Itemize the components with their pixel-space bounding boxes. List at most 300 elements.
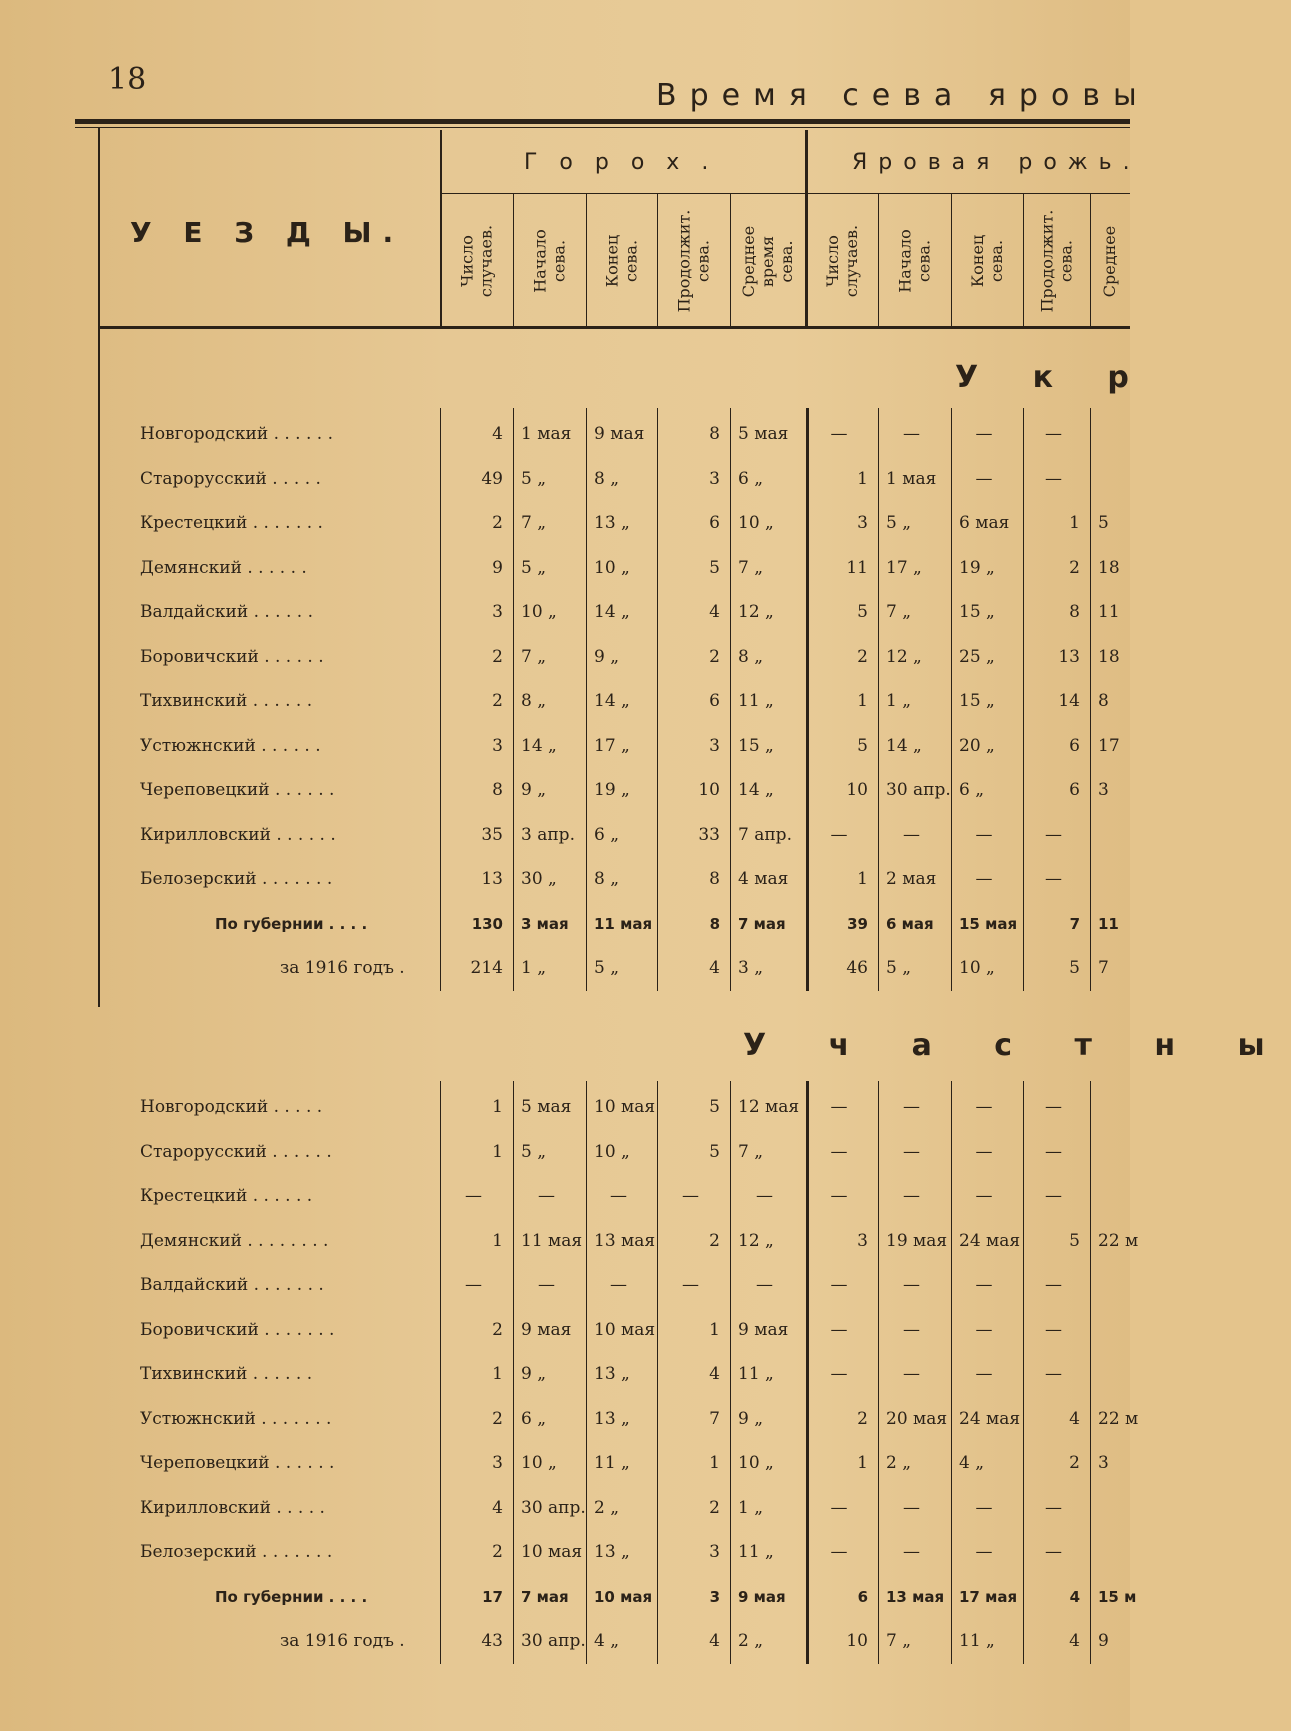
table-cell: 1: [857, 691, 868, 711]
table-cell: 4 „: [959, 1453, 985, 1473]
table-cell: 5: [857, 602, 868, 622]
column-divider: [657, 1081, 658, 1664]
column-header-label: Число случаев.: [823, 224, 861, 298]
table-cell: 5: [857, 735, 868, 756]
header-col-divider: [951, 194, 952, 326]
header-col-divider: [730, 194, 731, 326]
table-cell: 11 „: [959, 1631, 995, 1651]
table-cell: —: [1045, 468, 1062, 489]
table-cell: —: [975, 468, 993, 489]
column-divider: [730, 1081, 731, 1664]
table-row: [0, 1085, 1130, 1129]
uezd-name: Череповецкий . . . . . .: [140, 1453, 335, 1473]
table-cell: —: [830, 1542, 848, 1562]
uezdy-heading: У Е З Д Ы.: [130, 216, 405, 249]
table-cell: 2: [857, 646, 868, 667]
table-cell: 4: [1069, 1631, 1080, 1651]
table-cell: 8: [1098, 691, 1109, 711]
table-cell: 43: [481, 1631, 503, 1651]
table-cell: 13 мая: [886, 1587, 945, 1606]
column-header: [513, 198, 586, 324]
table-cell: 3: [492, 1453, 503, 1473]
table-cell: —: [975, 1186, 993, 1206]
table-cell: 10 „: [959, 958, 995, 978]
table-cell: 2: [1069, 1453, 1080, 1473]
column-divider: [806, 1081, 809, 1664]
table-cell: 1: [492, 1097, 503, 1117]
table-cell: 17 мая: [959, 1587, 1018, 1606]
table-cell: 1: [492, 1141, 503, 1162]
table-cell: 7 „: [738, 1141, 764, 1162]
table-cell: 46: [846, 958, 868, 978]
table-cell: 2: [709, 1497, 720, 1518]
table-cell: 9 мая: [738, 1587, 786, 1606]
table-cell: —: [830, 1364, 848, 1384]
table-cell: 4: [709, 602, 720, 622]
table-cell: 12 мая: [738, 1097, 800, 1117]
table-row: [0, 902, 1130, 946]
table-cell: 3: [709, 468, 720, 489]
table-cell: 22 м: [1098, 1408, 1139, 1429]
uezd-name: Демянский . . . . . . . .: [140, 1230, 329, 1251]
table-cell: 15 „: [959, 691, 995, 711]
uezd-name: Старорусский . . . . . .: [140, 1141, 332, 1162]
table-cell: —: [1045, 1186, 1062, 1206]
column-header-label: Начало сева.: [530, 229, 569, 293]
table-cell: 4: [492, 1497, 503, 1518]
column-header-label: Начало сева.: [895, 229, 934, 293]
table-cell: —: [830, 1275, 848, 1295]
table-cell: —: [975, 824, 993, 845]
table-cell: [1092, 1352, 1128, 1396]
table-cell: —: [610, 1186, 627, 1206]
table-cell: 8: [709, 424, 720, 444]
header-col-divider: [1023, 194, 1024, 326]
table-cell: 4: [709, 958, 720, 978]
uezd-name: Устюжнский . . . . . . .: [140, 1408, 332, 1429]
table-cell: 3 мая: [521, 914, 569, 933]
table-cell: 8: [709, 914, 720, 933]
top-rule-thin: [75, 127, 1130, 128]
table-cell: 2: [709, 646, 720, 667]
table-row: [0, 1530, 1130, 1574]
table-cell: 5: [1069, 1230, 1080, 1251]
table-row: [0, 1219, 1139, 1263]
table-cell: 5 мая: [521, 1097, 572, 1117]
table-cell: —: [830, 1097, 848, 1117]
table-cell: 18: [1098, 646, 1120, 667]
table-cell: 7: [1069, 914, 1080, 933]
table-cell: —: [1045, 1097, 1062, 1117]
table-cell: 2 „: [738, 1631, 764, 1651]
table-cell: 15 „: [738, 735, 774, 756]
column-header: [657, 198, 730, 324]
column-divider: [878, 1081, 879, 1664]
table-cell: —: [975, 424, 993, 444]
crop-title-spring-rye: Яровая рожь.: [852, 150, 1141, 175]
table-cell: 2: [492, 1408, 503, 1429]
table-cell: 5 „: [521, 468, 547, 489]
table-cell: 1: [857, 468, 868, 489]
column-header-label: Продолжит. сева.: [1037, 209, 1076, 313]
table-cell: 9 мая: [521, 1319, 572, 1340]
table-cell: [1092, 857, 1128, 901]
table-cell: 10 мая: [594, 1587, 653, 1606]
table-cell: 6 „: [959, 780, 985, 800]
table-row: [0, 412, 1130, 456]
table-cell: 8: [709, 869, 720, 889]
table-cell: 19 „: [594, 780, 630, 800]
table-row: [0, 1397, 1139, 1441]
table-cell: 3 „: [738, 958, 764, 978]
table-cell: 10: [698, 780, 720, 800]
table-cell: 4: [709, 1364, 720, 1384]
header-col-divider: [513, 194, 514, 326]
table-cell: 5: [709, 1141, 720, 1162]
column-divider: [1023, 1081, 1024, 1664]
table-cell: 7 „: [738, 557, 764, 578]
table-row: [0, 1575, 1137, 1619]
table-cell: 5: [709, 1097, 720, 1117]
table-cell: 17: [482, 1587, 503, 1606]
table-cell: —: [903, 1097, 920, 1117]
column-header-label: Конец сева.: [602, 234, 641, 288]
table-cell: 2: [492, 1319, 503, 1340]
table-cell: 10 „: [594, 1141, 630, 1162]
top-rule: [75, 119, 1130, 124]
table-cell: 2: [1069, 557, 1080, 578]
column-divider: [440, 408, 441, 991]
table-cell: —: [830, 1141, 848, 1162]
column-header-label: Среднее: [1100, 225, 1120, 297]
table-cell: 9 „: [521, 780, 547, 800]
column-header: [878, 198, 951, 324]
column-divider: [951, 1081, 952, 1664]
table-cell: 17 „: [886, 557, 922, 578]
table-cell: —: [903, 824, 920, 845]
table-cell: 1: [857, 869, 868, 889]
uezd-name: за 1916 годъ .: [280, 958, 405, 978]
table-cell: 5: [1069, 958, 1080, 978]
table-cell: 11: [1098, 602, 1120, 622]
table-cell: 9 мая: [594, 424, 645, 444]
table-cell: 6: [1069, 780, 1080, 800]
table-row: [0, 1352, 1130, 1396]
table-cell: 3 апр.: [521, 824, 575, 845]
table-cell: 11: [1098, 914, 1119, 933]
table-cell: —: [975, 1542, 993, 1562]
table-cell: 39: [847, 914, 868, 933]
table-cell: 17: [1098, 735, 1120, 756]
table-cell: 7 „: [886, 602, 912, 622]
table-cell: —: [903, 1542, 920, 1562]
column-divider: [1090, 408, 1091, 991]
column-header-label: Среднее время сева.: [739, 225, 796, 297]
table-cell: —: [756, 1275, 773, 1295]
column-divider: [586, 1081, 587, 1664]
table-cell: —: [975, 1097, 993, 1117]
table-cell: 11 мая: [521, 1230, 583, 1251]
table-cell: 7 апр.: [738, 824, 792, 845]
table-cell: 19 „: [959, 557, 995, 578]
table-cell: 2 „: [886, 1453, 912, 1473]
table-cell: —: [1045, 1141, 1062, 1162]
table-cell: —: [1045, 424, 1062, 444]
table-row: [0, 768, 1130, 812]
table-cell: 6: [709, 513, 720, 533]
table-cell: —: [1045, 1275, 1062, 1295]
table-row: [0, 946, 1130, 990]
table-cell: 13 „: [594, 513, 630, 533]
table-cell: 8 „: [594, 869, 620, 889]
table-row: [0, 546, 1130, 590]
table-cell: 7 мая: [521, 1587, 569, 1606]
table-cell: 25 „: [959, 646, 995, 667]
table-cell: —: [682, 1275, 699, 1295]
table-cell: 1: [492, 1230, 503, 1251]
table-cell: —: [975, 1364, 993, 1384]
table-cell: 2: [492, 513, 503, 533]
table-cell: —: [975, 1141, 993, 1162]
table-cell: 5: [1098, 513, 1109, 533]
column-header: [730, 198, 805, 324]
uezd-name: Боровичский . . . . . .: [140, 646, 324, 667]
column-divider: [1023, 408, 1024, 991]
table-cell: 1: [857, 1453, 868, 1473]
table-cell: 7 „: [521, 513, 547, 533]
table-cell: 3: [709, 1542, 720, 1562]
running-title: Время сева яровы: [656, 78, 1150, 113]
table-cell: 1: [492, 1364, 503, 1384]
table-cell: 10 „: [738, 513, 774, 533]
table-cell: 4: [709, 1631, 720, 1651]
table-cell: —: [538, 1186, 555, 1206]
header-sub-rule: [440, 193, 1130, 194]
header-col-divider: [657, 194, 658, 326]
table-cell: 10: [846, 1631, 868, 1651]
table-row: [0, 635, 1130, 679]
table-cell: 20 „: [959, 735, 995, 756]
table-cell: 20 мая: [886, 1408, 948, 1429]
table-cell: 12 „: [886, 646, 922, 667]
table-cell: 11: [846, 557, 868, 578]
table-cell: 7 „: [521, 646, 547, 667]
table-cell: —: [903, 1186, 920, 1206]
column-divider: [878, 408, 879, 991]
table-row: [0, 1619, 1130, 1663]
uezd-name: Череповецкий . . . . . .: [140, 780, 335, 800]
table-cell: 30 апр.: [521, 1497, 586, 1518]
table-cell: 5 „: [886, 513, 912, 533]
table-cell: 4: [492, 424, 503, 444]
table-cell: 1 „: [521, 958, 547, 978]
table-cell: 49: [481, 468, 503, 489]
uezd-name: Тихвинский . . . . . .: [140, 691, 313, 711]
table-row: [0, 857, 1130, 901]
uezd-name: Демянский . . . . . .: [140, 557, 307, 578]
column-header: [440, 198, 513, 324]
uezd-name: Тихвинский . . . . . .: [140, 1364, 313, 1384]
table-cell: 3: [857, 1230, 868, 1251]
column-divider: [586, 408, 587, 991]
table-cell: 10 мая: [521, 1542, 583, 1562]
table-cell: —: [1045, 869, 1062, 889]
table-cell: 1 „: [886, 691, 912, 711]
table-cell: 13 мая: [594, 1230, 656, 1251]
table-cell: 14 „: [594, 602, 630, 622]
column-divider: [513, 408, 514, 991]
table-cell: 10 „: [521, 602, 557, 622]
table-cell: 10 „: [738, 1453, 774, 1473]
table-cell: 12 „: [738, 1230, 774, 1251]
column-header: [1023, 198, 1090, 324]
table-cell: 4 „: [594, 1631, 620, 1651]
header-col-divider: [1090, 194, 1091, 326]
table-cell: [1092, 1174, 1128, 1218]
table-cell: 1: [1069, 513, 1080, 533]
table-cell: 3: [492, 735, 503, 756]
uezd-name: Белозерский . . . . . . .: [140, 869, 333, 889]
table-cell: —: [682, 1186, 699, 1206]
table-row: [0, 724, 1130, 768]
table-cell: 1: [709, 1319, 720, 1340]
table-cell: 10 мая: [594, 1319, 656, 1340]
table-cell: 30 апр.: [886, 780, 951, 800]
table-cell: 7 мая: [738, 914, 786, 933]
table-cell: —: [465, 1186, 482, 1206]
table-cell: 5 „: [521, 1141, 547, 1162]
table-cell: —: [1045, 1364, 1062, 1384]
table-cell: 30 апр.: [521, 1631, 586, 1651]
table-row: [0, 813, 1130, 857]
table-cell: —: [830, 1497, 848, 1518]
table-cell: —: [610, 1275, 627, 1295]
column-header: [951, 198, 1023, 324]
table-cell: 33: [698, 824, 720, 845]
table-cell: —: [975, 869, 993, 889]
header-col-divider: [806, 194, 807, 326]
table-cell: —: [903, 1364, 920, 1384]
table-row: [0, 501, 1130, 545]
header-col-divider: [878, 194, 879, 326]
table-cell: 2: [709, 1230, 720, 1251]
column-divider: [806, 408, 809, 991]
table-cell: 14: [1058, 691, 1080, 711]
table-cell: 18: [1098, 557, 1120, 578]
table-cell: 2 „: [594, 1497, 620, 1518]
table-cell: —: [975, 1497, 993, 1518]
table-cell: —: [1045, 1542, 1062, 1562]
column-header-label: Конец сева.: [968, 234, 1006, 288]
column-divider: [951, 408, 952, 991]
table-cell: 6: [709, 691, 720, 711]
uezd-name: Валдайский . . . . . .: [140, 602, 314, 622]
table-cell: 9: [492, 557, 503, 578]
table-row: [0, 590, 1130, 634]
table-cell: 130: [471, 914, 503, 933]
table-cell: 5 „: [594, 958, 620, 978]
table-cell: 7: [709, 1408, 720, 1429]
table-cell: 3: [709, 735, 720, 756]
table-cell: 35: [481, 824, 503, 845]
table-cell: 15 „: [959, 602, 995, 622]
table-cell: 7: [1098, 958, 1109, 978]
table-cell: 13 „: [594, 1364, 630, 1384]
table-cell: 6: [857, 1587, 868, 1606]
table-cell: —: [903, 1319, 920, 1340]
table-cell: 12 „: [738, 602, 774, 622]
column-header: [1090, 198, 1130, 324]
column-header: [806, 198, 878, 324]
table-cell: 1: [709, 1453, 720, 1473]
table-cell: [1092, 813, 1128, 857]
table-cell: —: [975, 1319, 993, 1340]
table-cell: [1092, 1130, 1128, 1174]
table-cell: 9 „: [738, 1408, 764, 1429]
uezd-name: Новгородский . . . . . .: [140, 424, 334, 444]
table-cell: 14 „: [738, 780, 774, 800]
table-cell: 1 мая: [521, 424, 572, 444]
table-cell: 1 „: [738, 1497, 764, 1518]
table-cell: 10 „: [521, 1453, 557, 1473]
uezd-name: По губернии . . . .: [215, 914, 368, 933]
table-cell: 6: [1069, 735, 1080, 756]
table-cell: [1092, 1486, 1128, 1530]
table-cell: 6 „: [738, 468, 764, 489]
table-cell: 14 „: [521, 735, 557, 756]
header-bottom-rule: [98, 326, 1130, 329]
column-header: [586, 198, 657, 324]
table-cell: 6 мая: [886, 914, 934, 933]
table-cell: —: [1045, 824, 1062, 845]
table-cell: 14 „: [886, 735, 922, 756]
table-row: [0, 1486, 1130, 1530]
uezd-name: Крестецкий . . . . . . .: [140, 513, 323, 533]
table-cell: 30 „: [521, 869, 557, 889]
table-cell: 24 мая: [959, 1230, 1021, 1251]
uezd-name: за 1916 годъ .: [280, 1631, 405, 1651]
column-divider: [730, 408, 731, 991]
table-cell: 1 мая: [886, 468, 937, 489]
table-cell: [1092, 1308, 1128, 1352]
table-cell: 6 „: [521, 1408, 547, 1429]
column-header-label: Число случаев.: [457, 224, 496, 298]
table-cell: 4 мая: [738, 869, 789, 889]
uezd-name: Белозерский . . . . . . .: [140, 1542, 333, 1562]
table-cell: 15 мая: [959, 914, 1018, 933]
table-row: [0, 1130, 1130, 1174]
table-cell: —: [903, 424, 920, 444]
uezd-name: Кирилловский . . . . . .: [140, 824, 336, 845]
table-cell: 8: [1069, 602, 1080, 622]
table-cell: 10 „: [594, 557, 630, 578]
section-title-uchastny: У ч а с т н ы: [743, 1028, 1291, 1063]
table-cell: 6 „: [594, 824, 620, 845]
table-cell: 11 „: [738, 1542, 774, 1562]
table-cell: —: [1045, 1319, 1062, 1340]
table-row: [0, 1263, 1130, 1307]
table-row: [0, 679, 1130, 723]
table-cell: 2: [492, 1542, 503, 1562]
uezd-name: Валдайский . . . . . . .: [140, 1275, 324, 1295]
table-cell: 5: [709, 557, 720, 578]
table-cell: 9 „: [594, 646, 620, 667]
table-row: [0, 457, 1130, 501]
table-cell: —: [830, 424, 848, 444]
table-cell: [1092, 412, 1128, 456]
table-cell: 214: [470, 958, 503, 978]
table-cell: 4: [1069, 1408, 1080, 1429]
